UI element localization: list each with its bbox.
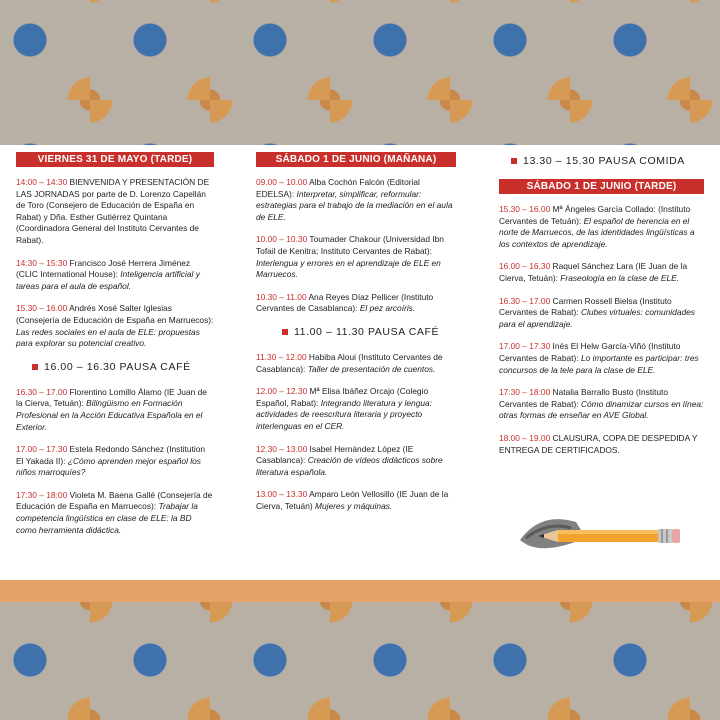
entry-time: 10.00 – 10.30 [256,234,308,245]
entry-text: BIENVENIDA Y PRESENTACIÓN DE LAS JORNADAS por parte de D. Lorenzo Capellán de Toro (Consejero de Educación de España en Rabat) y Dña. Esther Gutiérrez Quintana (Coordinadora General del Instituto Cervantes de Rabat). [16,177,210,245]
entry-time: 13.00 – 13.30 [256,489,308,500]
tile-background-bottom [0,600,720,720]
entry-title: Lo importante es participar: tres concursos de la tele para la clase de ELE. [499,352,699,375]
day-header: VIERNES 31 DE MAYO (TARDE) [16,152,214,167]
schedule-entry-closing [499,433,704,456]
entry-text: Raquel Sánchez Lara (IE Juan de la Cierva, Tetuán): [499,261,688,283]
schedule-entry [256,234,456,280]
schedule-entry [499,261,704,284]
entry-time: 17:30 – 18:00 [16,489,68,500]
entry-time: 18.00 – 19.00 [499,432,551,443]
schedule-entry [16,258,214,293]
entry-time: 16.30 – 17.00 [499,295,551,306]
entry-time: 12.00 – 12.30 [256,386,308,397]
entry-text: Francisco José Herrera Jiménez (CLIC International House): [16,257,191,280]
day-header: SÁBADO 1 DE JUNIO (TARDE) [499,179,704,194]
entry-text: Isabel Hernández López (IE Casablanca): [256,443,414,466]
schedule-entry [16,387,214,433]
column-friday [16,152,214,547]
schedule-entry [256,444,456,479]
schedule-entry [499,296,704,331]
schedule-entry [499,204,704,250]
entry-title: Mujeres y máquinas. [314,500,393,511]
entry-title: Bilingüismo en Formación Profesional en la Acción Educativa Española en el Exterior. [16,398,203,432]
schedule-entry [16,444,214,479]
entry-title: Taller de presentación de cuentos. [307,363,436,374]
entry-text: CLAUSURA, COPA DE DESPEDIDA Y ENTREGA DE CERTIFICADOS. [499,432,698,455]
pause-label: 13.30 – 15.30 PAUSA COMIDA [523,155,685,167]
entry-time: 16.00 – 16.30 [499,261,551,272]
schedule-entry [256,352,456,375]
entry-title: El pez arcoíris. [359,303,416,314]
entry-text: Florentino Lomillo Álamo (IE Juan de la Cierva, Tetuán): [16,386,207,409]
column-saturday-morning [256,152,456,523]
schedule-entry [499,341,704,376]
entry-title: Cómo dinamizar cursos en línea: otras formas de enseñar en AVE Global. [499,398,704,421]
entry-title: Las redes sociales en el aula de ELE: propuestas para explorar su potencial creativo. [16,326,200,349]
entry-title: Clubes virtuales: comunidades para el aprendizaje. [499,307,695,329]
pause-label: 11.00 – 11.30 PAUSA CAFÉ [294,325,440,338]
entry-time: 09.00 – 10.00 [256,177,308,187]
entry-title: Trabajar la competencia lingüística en clase de ELE: la BD como herramienta didáctica. [16,501,198,535]
tile-background-top [0,0,720,150]
entry-time: 15.30 – 16.00 [499,204,551,214]
entry-title: Interlengua y errores en el aprendizaje de ELE en Marruecos. [256,257,441,280]
entry-title: Fraseología en la clase de ELE. [560,272,680,283]
entry-title: Inteligencia artificial y tareas para el aula de español. [16,269,200,291]
entry-text: Ana Reyes Díaz Pellicer (Instituto Cervantes de Casablanca): [256,291,434,314]
schedule-entry [499,387,704,422]
entry-text: Violeta M. Baena Gallé (Consejería de Educación de España en Marruecos): [16,489,213,512]
entry-text: Mª Elisa Ibáñez Orcajo (Colegio Español, Rabat): [256,386,429,408]
schedule-entry [256,292,456,315]
entry-title: Integrando literatura y lengua: actividades de reescritura literaria y proyecto interlenguas en el CER. [256,397,432,431]
bullet-square-icon [282,329,288,335]
schedule-entry [16,303,214,349]
entry-time: 14:00 – 14:30 [16,177,68,187]
entry-time: 17.00 – 17.30 [499,341,551,352]
entry-time: 11.30 – 12.00 [256,351,307,362]
lunch-break [499,155,704,167]
entry-time: 16.30 – 17.00 [16,386,68,397]
entry-time: 10.30 – 11.00 [256,291,307,302]
entry-title: Creación de vídeos didácticos sobre literatura española. [256,455,443,477]
entry-time: 14:30 – 15:30 [16,257,68,268]
entry-text: Natalia Barrallo Busto (Instituto Cervantes de Rabat): [499,387,669,409]
column-saturday-afternoon [499,152,704,467]
entry-text: Habiba Aloui (Instituto Cervantes de Casablanca): [256,351,443,374]
entry-title: ¿Cómo aprenden mejor español los niños marroquíes? [16,455,201,478]
schedule-entry [256,177,456,223]
entry-text: Toumader Chakour (Universidad Ibn Tofail de Kenitra; Instituto Cervantes de Rabat): [256,234,444,256]
entry-text: Carmen Rossell Bielsa (Instituto Cervantes de Rabat): [499,295,672,318]
bullet-square-icon [32,364,38,370]
entry-text: Andrés Xosé Salter Iglesias (Consejería de Educación de España en Marruecos): [16,303,214,325]
entry-title: Interpretar, simplificar, reformular: estrategias para el trabajo de la mediación en el aula de ELE. [256,188,453,222]
entry-text: Amparo León Vellosillo (IE Juan de la Cierva, Tetuán) [256,489,449,511]
entry-time: 17:30 – 18:00 [499,387,551,398]
coffee-break [16,361,214,373]
entry-time: 15.30 – 16.00 [16,303,68,314]
bullet-square-icon [511,158,517,164]
schedule-entry [16,177,214,247]
decorative-band [0,580,720,602]
entry-time: 17.00 – 17.30 [16,444,68,455]
day-header: SÁBADO 1 DE JUNIO (MAÑANA) [256,152,456,167]
schedule-entry [256,489,456,512]
entry-text: Estela Redondo Sánchez (Institution El Yakada II): [16,444,206,466]
pause-label: 16.00 – 16.30 PAUSA CAFÉ [44,360,191,373]
entry-text: Mª Ángeles García Collado: (Instituto Cervantes de Tetuán): [499,204,691,226]
coffee-break [256,326,456,338]
entry-time: 12.30 – 13.00 [256,443,308,454]
entry-text: Inés El Helw García-Viñó (Instituto Cervantes de Rabat): [499,341,681,363]
schedule-entry [256,386,456,432]
entry-text: Alba Cochón Falcón (Editorial EDELSA): [256,177,420,199]
schedule-entry [16,490,214,536]
entry-title: El español de herencia en el norte de Marruecos, de las identidades lingüísticas a los contextos de aprendizaje. [499,215,695,249]
pencil-icon [516,508,696,558]
